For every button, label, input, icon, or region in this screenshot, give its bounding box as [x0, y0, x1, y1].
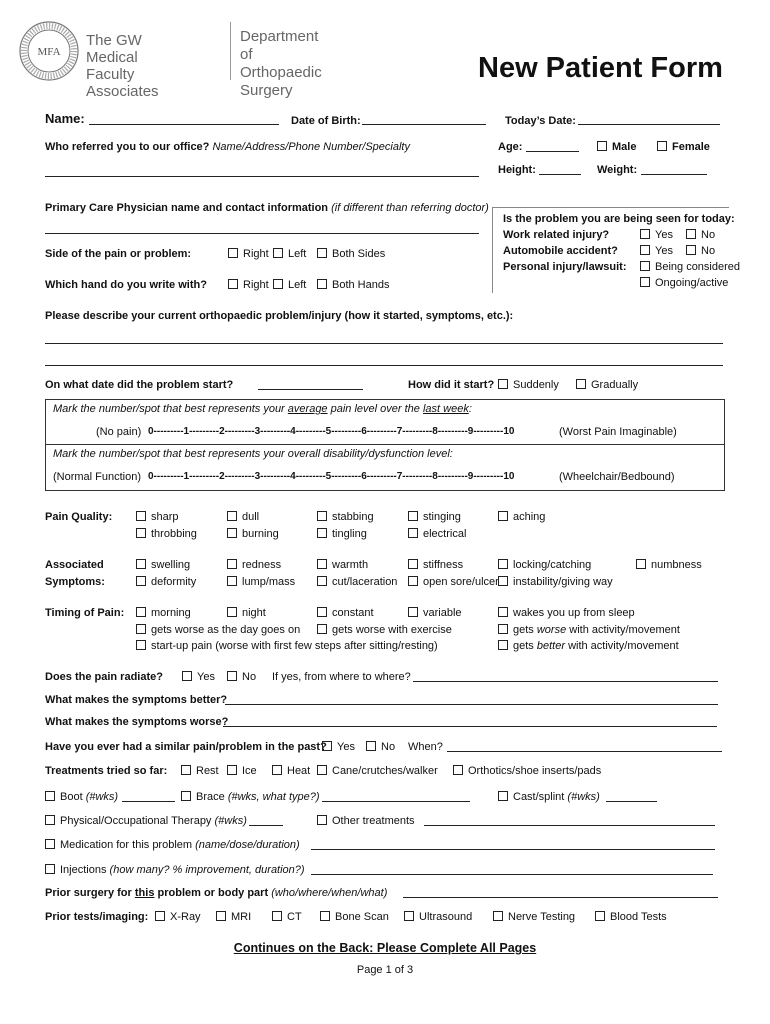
similar-label: Have you ever had a similar pain/problem in the past? [45, 741, 327, 753]
pain-scale-instruction: Mark the number/spot that best represents your average pain level over the last week: [53, 403, 472, 415]
logo-divider [230, 22, 231, 80]
pq-stabbing-checkbox[interactable] [317, 511, 327, 521]
as-deformity[interactable]: deformity [136, 575, 196, 589]
tr-orthotics[interactable]: Orthotics/shoe inserts/pads [453, 764, 601, 778]
tr-rest-checkbox[interactable] [181, 765, 191, 775]
worse-field[interactable] [223, 726, 717, 727]
tm-better-activity-checkbox[interactable] [498, 640, 508, 650]
gradually-checkbox[interactable] [576, 379, 586, 389]
im-mri-checkbox[interactable] [216, 911, 226, 921]
tr-cane-checkbox[interactable] [317, 765, 327, 775]
hand-left-checkbox[interactable] [273, 279, 283, 289]
onset-date-field[interactable] [258, 389, 363, 390]
dept-line2: Orthopaedic Surgery [240, 64, 322, 99]
as-instability-checkbox[interactable] [498, 576, 508, 586]
hand-right-option[interactable]: Right [228, 278, 269, 292]
pq-tingling[interactable]: tingling [317, 527, 367, 541]
problem-type-question: Is the problem you are being seen for today: [503, 213, 735, 225]
associated-label-2: Symptoms: [45, 576, 105, 588]
tr-cast[interactable]: Cast/splint (#wks) [498, 790, 600, 804]
pain-scale-left-label: (No pain) [96, 426, 142, 438]
hand-both-option[interactable]: Both Hands [317, 278, 389, 292]
hand-both-checkbox[interactable] [317, 279, 327, 289]
pq-dull[interactable]: dull [227, 510, 259, 524]
dob-field[interactable] [362, 124, 486, 125]
as-open-sore-checkbox[interactable] [408, 576, 418, 586]
im-blood[interactable]: Blood Tests [595, 910, 667, 924]
tm-wakes-checkbox[interactable] [498, 607, 508, 617]
side-left-checkbox[interactable] [273, 248, 283, 258]
tm-constant-checkbox[interactable] [317, 607, 327, 617]
as-deformity-checkbox[interactable] [136, 576, 146, 586]
work-yes-option[interactable]: Yes [640, 228, 673, 242]
hand-left-option[interactable]: Left [273, 278, 306, 292]
pcp-field[interactable] [45, 233, 479, 234]
auto-no-checkbox[interactable] [686, 245, 696, 255]
onset-date-label: On what date did the problem start? [45, 379, 234, 391]
tr-ice[interactable]: Ice [227, 764, 257, 778]
as-swelling[interactable]: swelling [136, 558, 190, 572]
referred-label: Who referred you to our office? [45, 141, 210, 153]
im-blood-checkbox[interactable] [595, 911, 605, 921]
tm-exercise-checkbox[interactable] [317, 624, 327, 634]
pq-tingling-checkbox[interactable] [317, 528, 327, 538]
im-ct-checkbox[interactable] [272, 911, 282, 921]
onset-suddenly-option[interactable]: Suddenly [498, 378, 559, 392]
pcp-row [45, 201, 489, 215]
tm-exercise[interactable]: gets worse with exercise [317, 623, 452, 637]
function-scale-right-label: (Wheelchair/Bedbound) [559, 471, 675, 483]
better-field[interactable] [225, 704, 718, 705]
pain-quality-label: Pain Quality: [45, 511, 113, 523]
male-checkbox[interactable] [597, 141, 607, 151]
weight-field[interactable] [641, 174, 707, 175]
similar-when-field[interactable] [447, 751, 722, 752]
tr-boot[interactable]: Boot (#wks) [45, 790, 118, 804]
weight-label: Weight: [597, 164, 638, 176]
tr-rest[interactable]: Rest [181, 764, 219, 778]
describe-label: Please describe your current orthopaedic problem/injury (how it started, symptoms, etc.): [45, 310, 514, 322]
im-xray[interactable]: X-Ray [155, 910, 201, 924]
as-warmth[interactable]: warmth [317, 558, 368, 572]
pq-electrical-checkbox[interactable] [408, 528, 418, 538]
height-field[interactable] [539, 174, 581, 175]
describe-field-line-2[interactable] [45, 365, 723, 366]
better-label: What makes the symptoms better? [45, 694, 228, 706]
function-scale[interactable]: 0---------1---------2---------3---------4---------5---------6---------7---------8---------9---------10 [148, 471, 515, 482]
age-field[interactable] [526, 151, 579, 152]
tr-heat[interactable]: Heat [272, 764, 310, 778]
im-bone-scan-checkbox[interactable] [320, 911, 330, 921]
associated-label-1: Associated [45, 559, 104, 571]
as-open-sore[interactable]: open sore/ulcer [408, 575, 499, 589]
treatments-label: Treatments tried so far: [45, 765, 168, 777]
tm-wakes[interactable]: wakes you up from sleep [498, 606, 635, 620]
radiate-no-checkbox[interactable] [227, 671, 237, 681]
pq-throbbing[interactable]: throbbing [136, 527, 197, 541]
as-numbness-checkbox[interactable] [636, 559, 646, 569]
personal-injury-label: Personal injury/lawsuit: [503, 261, 627, 273]
pq-burning[interactable]: burning [227, 527, 279, 541]
cast-field[interactable] [606, 801, 657, 802]
im-ultrasound[interactable]: Ultrasound [404, 910, 472, 924]
ongoing-checkbox[interactable] [640, 277, 650, 287]
pq-dull-checkbox[interactable] [227, 511, 237, 521]
name-field[interactable] [89, 124, 279, 125]
tm-worse-activity-checkbox[interactable] [498, 624, 508, 634]
other-field[interactable] [424, 825, 715, 826]
timing-label: Timing of Pain: [45, 607, 125, 619]
side-both-option[interactable]: Both Sides [317, 247, 385, 261]
tm-day[interactable]: gets worse as the day goes on [136, 623, 300, 637]
as-redness[interactable]: redness [227, 558, 281, 572]
tr-ice-checkbox[interactable] [227, 765, 237, 775]
tr-injections[interactable]: Injections (how many? % improvement, duration?) [45, 863, 305, 877]
tr-medication-checkbox[interactable] [45, 839, 55, 849]
mfa-seal-icon [18, 20, 80, 82]
radiate-label: Does the pain radiate? [45, 671, 163, 683]
im-ct[interactable]: CT [272, 910, 302, 924]
work-no-checkbox[interactable] [686, 229, 696, 239]
im-nerve-checkbox[interactable] [493, 911, 503, 921]
imaging-label: Prior tests/imaging: [45, 911, 149, 923]
tm-constant[interactable]: constant [317, 606, 374, 620]
function-scale-left-label: (Normal Function) [53, 471, 142, 483]
form-title: New Patient Form [478, 52, 723, 84]
age-label: Age: [498, 141, 523, 153]
as-redness-checkbox[interactable] [227, 559, 237, 569]
tr-cane[interactable]: Cane/crutches/walker [317, 764, 438, 778]
being-considered-option[interactable]: Being considered [640, 260, 740, 274]
pcp-label: Primary Care Physician name and contact information [45, 202, 329, 214]
pq-aching-checkbox[interactable] [498, 511, 508, 521]
similar-yes-option[interactable]: Yes [322, 740, 355, 754]
similar-no-option[interactable]: No [366, 740, 395, 754]
pain-scale-right-label: (Worst Pain Imaginable) [559, 426, 677, 438]
tr-cast-checkbox[interactable] [498, 791, 508, 801]
as-numbness[interactable]: numbness [636, 558, 702, 572]
side-left-option[interactable]: Left [273, 247, 306, 261]
radiate-yes-checkbox[interactable] [182, 671, 192, 681]
referred-row [45, 140, 410, 154]
auto-accident-label: Automobile accident? [503, 245, 618, 257]
as-lump-checkbox[interactable] [227, 576, 237, 586]
im-nerve[interactable]: Nerve Testing [493, 910, 575, 924]
page-number: Page 1 of 3 [356, 964, 414, 976]
as-warmth-checkbox[interactable] [317, 559, 327, 569]
ongoing-option[interactable]: Ongoing/active [640, 276, 728, 290]
im-mri[interactable]: MRI [216, 910, 251, 924]
as-stiffness[interactable]: stiffness [408, 558, 463, 572]
work-related-label: Work related injury? [503, 229, 610, 241]
im-xray-checkbox[interactable] [155, 911, 165, 921]
tm-night-checkbox[interactable] [227, 607, 237, 617]
work-yes-checkbox[interactable] [640, 229, 650, 239]
being-considered-checkbox[interactable] [640, 261, 650, 271]
injections-field[interactable] [311, 874, 713, 875]
as-lump[interactable]: lump/mass [227, 575, 295, 589]
tr-other-checkbox[interactable] [317, 815, 327, 825]
suddenly-checkbox[interactable] [498, 379, 508, 389]
brace-field[interactable] [322, 801, 470, 802]
boot-field[interactable] [122, 801, 175, 802]
radiate-yes-option[interactable]: Yes [182, 670, 215, 684]
tr-heat-checkbox[interactable] [272, 765, 282, 775]
describe-field-line-1[interactable] [45, 343, 723, 344]
pq-stinging[interactable]: stinging [408, 510, 461, 524]
surgery-field[interactable] [403, 897, 718, 898]
tr-brace[interactable]: Brace (#wks, what type?) [181, 790, 320, 804]
tm-startup[interactable]: start-up pain (worse with first few steps after sitting/resting) [136, 639, 438, 653]
dept-line1: Department of [240, 28, 319, 63]
org-name [86, 32, 159, 100]
hand-right-checkbox[interactable] [228, 279, 238, 289]
tm-day-checkbox[interactable] [136, 624, 146, 634]
tr-other[interactable]: Other treatments [317, 814, 415, 828]
tm-startup-checkbox[interactable] [136, 640, 146, 650]
similar-when-label: When? [408, 741, 443, 753]
today-date-field[interactable] [578, 124, 720, 125]
tr-boot-checkbox[interactable] [45, 791, 55, 801]
tm-morning[interactable]: morning [136, 606, 191, 620]
tr-pt-checkbox[interactable] [45, 815, 55, 825]
pq-aching[interactable]: aching [498, 510, 545, 524]
as-instability[interactable]: instability/giving way [498, 575, 613, 589]
org-name-line1: The GW Medical [86, 32, 142, 66]
pt-field[interactable] [249, 825, 283, 826]
pq-stabbing[interactable]: stabbing [317, 510, 374, 524]
onset-how-label: How did it start? [408, 379, 495, 391]
as-locking[interactable]: locking/catching [498, 558, 591, 572]
as-stiffness-checkbox[interactable] [408, 559, 418, 569]
work-no-option[interactable]: No [686, 228, 715, 242]
radiate-field[interactable] [413, 681, 718, 682]
pq-stinging-checkbox[interactable] [408, 511, 418, 521]
tr-medication[interactable]: Medication for this problem (name/dose/duration) [45, 838, 300, 852]
tm-better-activity[interactable]: gets better with activity/movement [498, 639, 679, 653]
tm-night[interactable]: night [227, 606, 266, 620]
female-option[interactable]: Female [657, 140, 710, 154]
side-right-checkbox[interactable] [228, 248, 238, 258]
auto-yes-checkbox[interactable] [640, 245, 650, 255]
pq-sharp[interactable]: sharp [136, 510, 179, 524]
im-ultrasound-checkbox[interactable] [404, 911, 414, 921]
tr-pt[interactable]: Physical/Occupational Therapy (#wks) [45, 814, 247, 828]
height-label: Height: [498, 164, 536, 176]
side-both-checkbox[interactable] [317, 248, 327, 258]
surgery-row: Prior surgery for this problem or body part (who/where/when/what) [45, 887, 388, 899]
pq-throbbing-checkbox[interactable] [136, 528, 146, 538]
as-locking-checkbox[interactable] [498, 559, 508, 569]
similar-yes-checkbox[interactable] [322, 741, 332, 751]
im-bone-scan[interactable]: Bone Scan [320, 910, 389, 924]
as-cut[interactable]: cut/laceration [317, 575, 397, 589]
hand-label: Which hand do you write with? [45, 279, 207, 291]
tr-orthotics-checkbox[interactable] [453, 765, 463, 775]
pain-scale[interactable]: 0---------1---------2---------3---------4---------5---------6---------7---------8---------9---------10 [148, 426, 515, 437]
pq-electrical[interactable]: electrical [408, 527, 466, 541]
auto-yes-option[interactable]: Yes [640, 244, 673, 258]
similar-no-checkbox[interactable] [366, 741, 376, 751]
tr-injections-checkbox[interactable] [45, 864, 55, 874]
medication-field[interactable] [311, 849, 715, 850]
tm-morning-checkbox[interactable] [136, 607, 146, 617]
pq-sharp-checkbox[interactable] [136, 511, 146, 521]
as-swelling-checkbox[interactable] [136, 559, 146, 569]
seal-abbrev: MFA [37, 46, 61, 58]
org-name-line2: Faculty Associates [86, 66, 159, 100]
radiate-ifyes-label: If yes, from where to where? [272, 671, 411, 683]
dob-label: Date of Birth: [291, 115, 361, 127]
tm-worse-activity[interactable]: gets worse with activity/movement [498, 623, 680, 637]
function-scale-instruction: Mark the number/spot that best represents your overall disability/dysfunction level: [53, 448, 453, 460]
continues-note: Continues on the Back: Please Complete All Pages [233, 941, 537, 955]
referred-hint: Name/Address/Phone Number/Specialty [212, 141, 410, 153]
name-label: Name: [45, 111, 85, 126]
tm-variable-checkbox[interactable] [408, 607, 418, 617]
tm-variable[interactable]: variable [408, 606, 462, 620]
pq-burning-checkbox[interactable] [227, 528, 237, 538]
scales-divider [45, 444, 725, 445]
as-cut-checkbox[interactable] [317, 576, 327, 586]
radiate-no-option[interactable]: No [227, 670, 256, 684]
male-option[interactable]: Male [597, 140, 636, 154]
department-name [240, 28, 322, 100]
today-date-label: Today’s Date: [505, 115, 576, 127]
worse-label: What makes the symptoms worse? [45, 716, 229, 728]
side-label: Side of the pain or problem: [45, 248, 192, 260]
tr-brace-checkbox[interactable] [181, 791, 191, 801]
pcp-hint: (if different than referring doctor) [331, 202, 489, 214]
female-checkbox[interactable] [657, 141, 667, 151]
side-right-option[interactable]: Right [228, 247, 269, 261]
referred-field[interactable] [45, 176, 479, 177]
onset-gradually-option[interactable]: Gradually [576, 378, 638, 392]
auto-no-option[interactable]: No [686, 244, 715, 258]
